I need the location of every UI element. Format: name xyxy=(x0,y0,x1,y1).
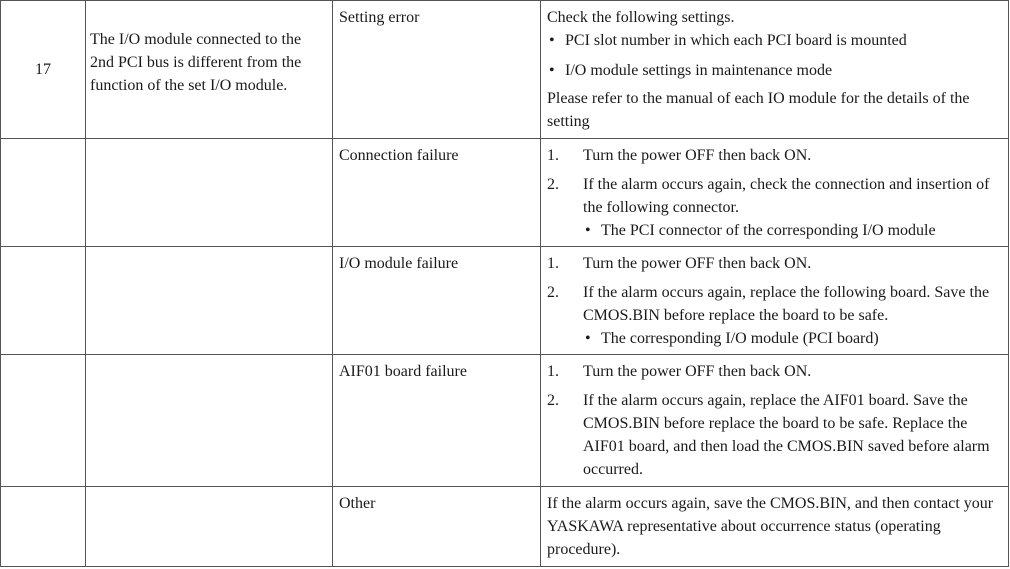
remedy-text: If the alarm occurs again, save the CMOS.BIN, and then contact your YASKAWA representative about occurrence status (operating procedure). xyxy=(547,495,994,558)
step-text: Turn the power OFF then back ON. xyxy=(583,147,812,164)
step-text: If the alarm occurs again, replace the following board. Save the CMOS.BIN before replace the board to be safe. xyxy=(583,284,990,324)
cause-label: AIF01 board failure xyxy=(339,363,467,380)
table-row xyxy=(1,139,1009,247)
remedy-outro: Please refer to the manual of each IO module for the details of the setting xyxy=(547,90,970,130)
step-text: If the alarm occurs again, check the connection and insertion of the following connector. xyxy=(583,176,990,216)
alarm-description-cell xyxy=(86,247,333,355)
cause-cell xyxy=(333,139,541,247)
cause-cell xyxy=(333,1,541,139)
step-number: 1. xyxy=(547,363,559,380)
step-number: 2. xyxy=(547,284,559,301)
alarm-description: The I/O module connected to the 2nd PCI bus is different from the function of the set I/O module. xyxy=(90,31,302,94)
remedy-cell xyxy=(541,1,1009,139)
cause-cell xyxy=(333,355,541,487)
cause-label: I/O module failure xyxy=(339,255,459,272)
alarm-number: 17 xyxy=(35,61,51,78)
remedy-bullet: • PCI slot number in which each PCI board is mounted xyxy=(547,29,1002,52)
table-row xyxy=(1,355,1009,487)
step-text: Turn the power OFF then back ON. xyxy=(583,363,812,380)
table-row xyxy=(1,247,1009,355)
step-text: If the alarm occurs again, replace the AIF01 board. Save the CMOS.BIN before replace the board to be safe. Replace the AIF01 board, and then load the CMOS.BIN saved before alarm occurred. xyxy=(583,392,990,478)
alarm-number-cell xyxy=(1,1,86,139)
step-text: Turn the power OFF then back ON. xyxy=(583,255,812,272)
cause-label: Other xyxy=(339,495,376,512)
cause-cell xyxy=(333,487,541,567)
remedy-cell xyxy=(541,487,1009,567)
remedy-cell xyxy=(541,139,1009,247)
alarm-description-cell xyxy=(86,1,333,139)
remedy-cell xyxy=(541,355,1009,487)
alarm-description-cell xyxy=(86,487,333,567)
step-sub-bullet: • The corresponding I/O module (PCI board) xyxy=(583,327,1002,350)
alarm-number-cell xyxy=(1,355,86,487)
step-number: 1. xyxy=(547,255,559,272)
cause-label: Connection failure xyxy=(339,147,459,164)
step-number: 2. xyxy=(547,392,559,409)
remedy-step xyxy=(547,389,1002,481)
table-row xyxy=(1,1,1009,139)
remedy-step xyxy=(547,252,1002,275)
alarm-number-cell xyxy=(1,139,86,247)
remedy-step xyxy=(547,173,1002,242)
remedy-bullet: • I/O module settings in maintenance mode xyxy=(547,59,1002,82)
step-sub-bullet: • The PCI connector of the corresponding I/O module xyxy=(583,219,1002,242)
alarm-description-cell xyxy=(86,139,333,247)
remedy-step xyxy=(547,281,1002,350)
cause-cell xyxy=(333,247,541,355)
table-row xyxy=(1,487,1009,567)
alarm-number-cell xyxy=(1,487,86,567)
alarm-description-cell xyxy=(86,355,333,487)
cause-label: Setting error xyxy=(339,9,420,26)
step-number: 2. xyxy=(547,176,559,193)
remedy-intro: Check the following settings. xyxy=(547,9,735,26)
remedy-step xyxy=(547,360,1002,383)
remedy-cell xyxy=(541,247,1009,355)
alarm-number-cell xyxy=(1,247,86,355)
remedy-step xyxy=(547,144,1002,167)
step-number: 1. xyxy=(547,147,559,164)
